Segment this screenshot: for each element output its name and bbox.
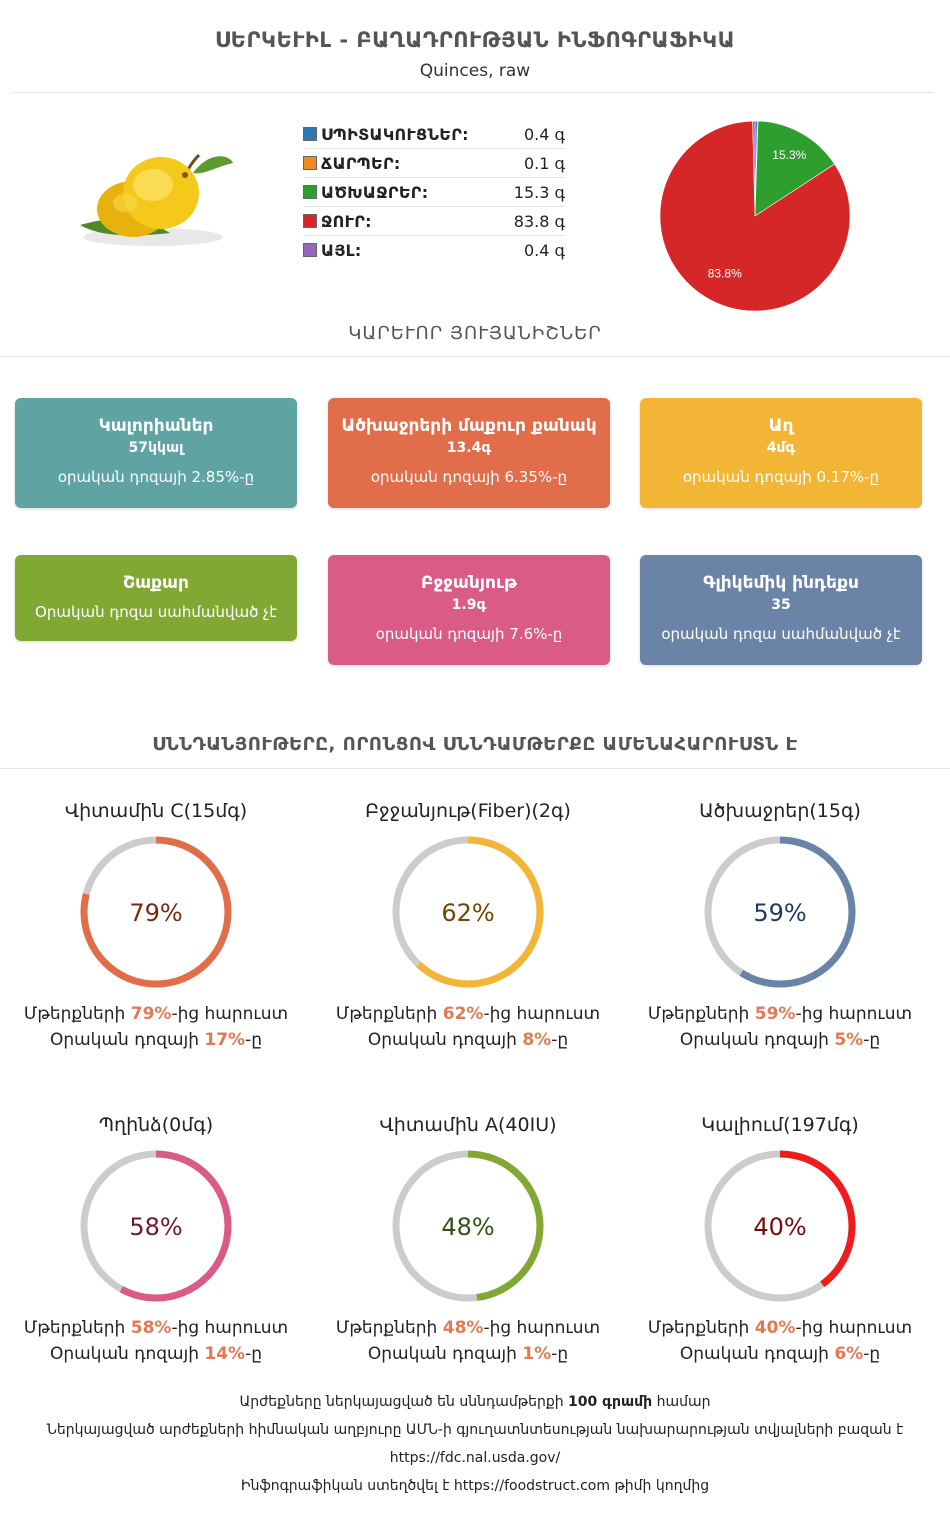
divider (12, 92, 934, 93)
nutrient-ring (388, 1146, 548, 1306)
card-value: 4մգ (766, 440, 796, 456)
pie-data-label: 83.8% (707, 266, 742, 281)
daily-text: Օրական դոզայի 1%-ը (367, 1344, 569, 1364)
composition-table (303, 120, 565, 264)
richer-text: Մթերքների 59%-ից հարուստ (647, 1004, 913, 1024)
nutrient-title: Ածխաջրեր(15գ) (699, 800, 861, 822)
composition-label: ՋՈՒՐ: (321, 211, 372, 231)
nutrient-ring (76, 832, 236, 992)
nutrient-vitamin-c (1, 800, 311, 1050)
card-value: 13.4գ (446, 440, 492, 456)
nutrient-title: Վիտամին C(15մգ) (64, 800, 248, 822)
nutrient-title: Վիտամին A(40IU) (379, 1114, 557, 1136)
footer-credit-link[interactable]: https://foodstruct.com (453, 1478, 610, 1494)
daily-text: Օրական դոզայի 6%-ը (679, 1344, 881, 1364)
fat-swatch-icon (303, 156, 317, 170)
card-note: Օրական դոզա սահմանված չէ (35, 603, 277, 621)
daily-text: Օրական դոզայի 14%-ը (49, 1344, 263, 1364)
richer-text: Մթերքների 62%-ից հարուստ (335, 1004, 601, 1024)
card-title: Բջջանյութ (421, 573, 517, 593)
card-value: 35 (771, 597, 791, 613)
nutrient-ring (700, 832, 860, 992)
card-note: օրական դոզայի 7.6%-ը (375, 625, 563, 643)
card-net-carbs (328, 398, 610, 508)
nutrient-copper (1, 1114, 311, 1364)
card-note: օրական դոզայի 2.85%-ը (57, 468, 255, 486)
ring-percent-label: 58% (129, 1213, 183, 1241)
composition-label: ՃԱՐՊԵՐ: (321, 153, 401, 173)
protein-swatch-icon (303, 127, 317, 141)
ring-percent-label: 62% (441, 899, 495, 927)
nutrient-title: Կալիում(197մգ) (701, 1114, 859, 1136)
ring-percent-label: 79% (129, 899, 183, 927)
quince-fruit-icon (75, 145, 240, 250)
page-title: ՍԵՐԿԵՒԻԼ - ԲԱՂԱԴՐՈՒԹՅԱՆ ԻՆՖՈԳՐԱՖԻԿԱ (214, 28, 736, 52)
card-title: Շաքար (123, 573, 189, 593)
card-note: օրական դոզայի 0.17%-ը (682, 468, 880, 486)
card-title: Կալորիաներ (98, 416, 214, 436)
nutrient-title: Պղինձ(0մգ) (98, 1114, 214, 1136)
composition-row-fat (303, 149, 565, 178)
daily-text: Օրական դոզայի 17%-ը (49, 1030, 263, 1050)
ring-percent-label: 48% (441, 1213, 495, 1241)
richer-text: Մթերքների 58%-ից հարուստ (23, 1318, 289, 1338)
composition-row-protein (303, 120, 565, 149)
footer-source-link[interactable]: https://fdc.nal.usda.gov/ (389, 1450, 561, 1466)
other-swatch-icon (303, 243, 317, 257)
composition-value: 0.4 գ (523, 124, 565, 144)
nutrient-carbs (625, 800, 935, 1050)
composition-value: 0.4 գ (523, 240, 565, 260)
section-title-nutrients: ՍՆՆԴԱՆՅՈՒԹԵՐԸ, ՈՐՈՆՑՈՎ ՍՆՆԴԱՄԹԵՐՔԸ ԱՄԵՆԱՀԱՐՈՒՍՏՆ Է (152, 734, 798, 755)
water-swatch-icon (303, 214, 317, 228)
divider (0, 356, 950, 357)
richer-text: Մթերքների 40%-ից հարուստ (647, 1318, 913, 1338)
composition-pie-chart (655, 116, 855, 316)
nutrient-potassium (625, 1114, 935, 1364)
card-title: Ածխաջրերի մաքուր քանակ (341, 416, 597, 436)
card-value: 1.9գ (451, 597, 487, 613)
card-note: օրական դոզայի 6.35%-ը (370, 468, 568, 486)
composition-label: ԱՅԼ: (321, 240, 362, 260)
section-title-key-features: ԿԱՐԵՒՈՐ ՅՈՒՅԱՆԻՇՆԵՐ (348, 323, 602, 344)
nutrient-vitamin-a (313, 1114, 623, 1364)
daily-text: Օրական դոզայի 5%-ը (679, 1030, 881, 1050)
composition-value: 83.8 գ (513, 211, 565, 231)
daily-text: Օրական դոզայի 8%-ը (367, 1030, 569, 1050)
richer-text: Մթերքների 79%-ից հարուստ (23, 1004, 289, 1024)
composition-value: 15.3 գ (513, 182, 565, 202)
footer-note: Արժեքները ներկայացված են սննդամթերքի 100 գրամի համար (239, 1394, 711, 1410)
divider (0, 768, 950, 769)
nutrient-fiber (313, 800, 623, 1050)
card-sugar (15, 555, 297, 641)
nutrient-title: Բջջանյութ(Fiber)(2գ) (365, 800, 571, 822)
composition-value: 0.1 գ (523, 153, 565, 173)
footer-source: Ներկայացված արժեքների հիմնական աղբյուրը ԱՄՆ-ի գյուղատնտեսության նախարարության տվյալների բազան է (46, 1422, 904, 1438)
ring-percent-label: 40% (753, 1213, 807, 1241)
card-glycemic-index (640, 555, 922, 665)
carbs-swatch-icon (303, 185, 317, 199)
nutrient-ring (700, 1146, 860, 1306)
card-salt (640, 398, 922, 508)
nutrient-ring (388, 832, 548, 992)
composition-label: ՍՊԻՏԱԿՈՒՑՆԵՐ: (321, 124, 469, 144)
richer-text: Մթերքների 48%-ից հարուստ (335, 1318, 601, 1338)
card-calories (15, 398, 297, 508)
nutrient-ring (76, 1146, 236, 1306)
composition-row-other (303, 236, 565, 264)
ring-percent-label: 59% (753, 899, 807, 927)
composition-row-water (303, 207, 565, 236)
card-title: Գլիկեմիկ ինդեքս (703, 573, 859, 593)
composition-row-carbs (303, 178, 565, 207)
footer-credit: Ինֆոգրաֆիկան ստեղծվել է https://foodstruct.com թիմի կողմից (240, 1478, 710, 1494)
card-fiber (328, 555, 610, 665)
page-subtitle: Quinces, raw (419, 61, 531, 81)
card-note: օրական դոզա սահմանված չէ (661, 625, 901, 643)
card-title: Աղ (768, 416, 794, 436)
composition-label: ԱԾԽԱՋՐԵՐ: (321, 182, 429, 202)
pie-data-label: 15.3% (772, 147, 807, 162)
card-value: 57կկալ (128, 440, 184, 456)
